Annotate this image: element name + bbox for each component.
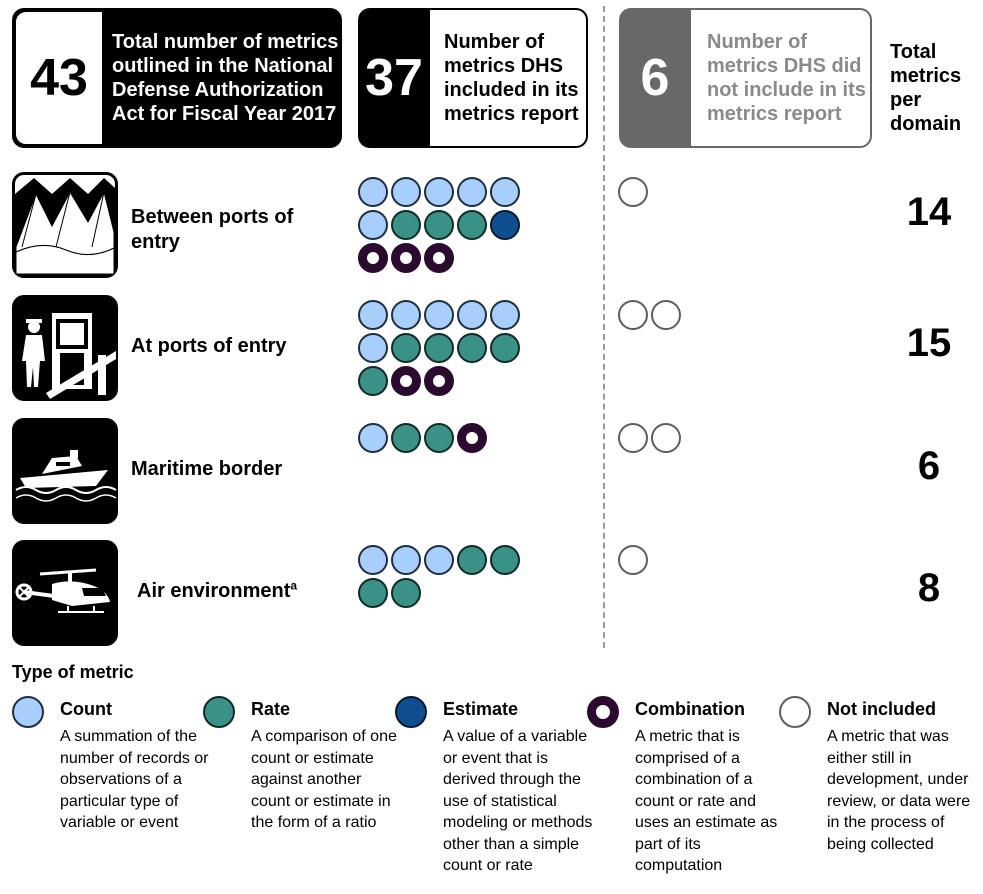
included-dots bbox=[358, 423, 528, 456]
rate-dot bbox=[358, 366, 388, 396]
count-dot bbox=[391, 177, 421, 207]
domain-row-air bbox=[0, 540, 983, 648]
total-metrics-number: 43 bbox=[16, 12, 102, 144]
legend-label: Combination bbox=[635, 699, 745, 719]
not-included-dot bbox=[618, 177, 648, 207]
domain-label-text: Air environment bbox=[137, 580, 291, 602]
included-dots bbox=[358, 300, 528, 399]
excluded-metrics-text bbox=[691, 10, 870, 146]
included-metrics-number: 37 bbox=[365, 49, 423, 107]
rate-dot bbox=[457, 210, 487, 240]
included-metrics-box bbox=[358, 8, 588, 148]
count-dot bbox=[490, 300, 520, 330]
count-dot bbox=[358, 333, 388, 363]
combination-dot bbox=[358, 243, 388, 273]
rate-dot bbox=[424, 423, 454, 453]
combination-dot bbox=[391, 243, 421, 273]
rate-dot bbox=[391, 210, 421, 240]
domain-label bbox=[137, 579, 337, 604]
count-dot-icon bbox=[12, 696, 44, 728]
estimate-dot bbox=[490, 210, 520, 240]
excluded-metrics-number: 6 bbox=[640, 49, 670, 107]
count-dot bbox=[358, 300, 388, 330]
rate-dot bbox=[424, 333, 454, 363]
legend-title: Type of metric bbox=[12, 662, 134, 682]
rate-dot bbox=[424, 210, 454, 240]
total-metrics-text bbox=[104, 8, 342, 148]
included-dots bbox=[358, 177, 528, 276]
not-included-dot bbox=[618, 545, 648, 575]
total-metrics-box bbox=[12, 8, 342, 148]
rate-dot bbox=[391, 333, 421, 363]
combination-dot bbox=[457, 423, 487, 453]
excluded-dots bbox=[618, 423, 698, 456]
included-dots bbox=[358, 545, 528, 611]
rate-dot bbox=[391, 423, 421, 453]
excluded-metrics-text-span: Number of metrics DHS did not include in its metrics report bbox=[707, 31, 866, 125]
excluded-dots bbox=[618, 177, 698, 210]
count-dot bbox=[358, 545, 388, 575]
domain-total: 6 bbox=[917, 444, 941, 488]
count-dot bbox=[457, 177, 487, 207]
legend-description: A value of a variable or event that is derived through the use of statistical modeling or methods other than a simple count or rate bbox=[443, 728, 593, 874]
legend-description: A metric that was either still in development, under review, or data were in the process of being collected bbox=[827, 728, 971, 853]
rate-dot bbox=[391, 578, 421, 608]
legend-description: A summation of the number of records or observations of a particular type of variable or event bbox=[60, 728, 209, 831]
count-dot bbox=[391, 300, 421, 330]
excluded-metrics-box bbox=[619, 8, 872, 148]
combination-dot bbox=[424, 243, 454, 273]
count-dot bbox=[358, 210, 388, 240]
combination-dot bbox=[391, 366, 421, 396]
excluded-dots bbox=[618, 300, 698, 333]
domain-row-between-ports bbox=[0, 172, 983, 280]
helicopter-icon bbox=[12, 540, 118, 646]
domain-row-at-ports bbox=[0, 295, 983, 403]
not-included-dot bbox=[651, 300, 681, 330]
count-dot bbox=[490, 177, 520, 207]
included-metrics-text-span: Number of metrics DHS included in its metrics report bbox=[444, 31, 579, 125]
count-dot bbox=[457, 300, 487, 330]
combination-dot bbox=[424, 366, 454, 396]
not-included-dot bbox=[651, 423, 681, 453]
domain-total: 15 bbox=[906, 321, 952, 365]
legend-label: Count bbox=[60, 699, 112, 719]
count-dot bbox=[358, 423, 388, 453]
rate-dot-icon bbox=[203, 696, 235, 728]
excluded-dots bbox=[618, 545, 698, 578]
total-column-header: Total metrics per domain bbox=[890, 41, 962, 135]
border-officer-icon bbox=[12, 295, 118, 401]
boat-icon bbox=[12, 418, 118, 524]
legend-label: Estimate bbox=[443, 699, 519, 719]
domain-label bbox=[131, 334, 331, 359]
domain-label-text: Between ports of entry bbox=[131, 206, 294, 253]
count-dot bbox=[424, 300, 454, 330]
not-included-dot-icon bbox=[779, 696, 811, 728]
count-dot bbox=[358, 177, 388, 207]
mountains-icon bbox=[12, 172, 118, 278]
domain-label bbox=[131, 205, 331, 255]
domain-row-maritime bbox=[0, 418, 983, 526]
domain-total: 8 bbox=[917, 566, 941, 610]
rate-dot bbox=[457, 333, 487, 363]
legend-description: A comparison of one count or estimate against another count or estimate in the form of a ratio bbox=[251, 728, 397, 831]
domain-label-text: Maritime border bbox=[131, 458, 283, 480]
count-dot bbox=[424, 545, 454, 575]
legend-label: Rate bbox=[251, 699, 291, 719]
total-metrics-text-span: Total number of metrics outlined in the National Defense Authorization Act for Fiscal Year 2017 bbox=[112, 31, 339, 125]
domain-total: 14 bbox=[906, 190, 952, 234]
not-included-dot bbox=[618, 300, 648, 330]
rate-dot bbox=[490, 333, 520, 363]
count-dot bbox=[391, 545, 421, 575]
count-dot bbox=[424, 177, 454, 207]
domain-label-superscript: a bbox=[290, 578, 298, 593]
estimate-dot-icon bbox=[395, 696, 427, 728]
legend-description: A metric that is comprised of a combination of a count or rate and uses an estimate as part of its computation bbox=[635, 728, 778, 874]
domain-label-text: At ports of entry bbox=[131, 335, 287, 357]
rate-dot bbox=[457, 545, 487, 575]
domain-label bbox=[131, 457, 331, 482]
rate-dot bbox=[358, 578, 388, 608]
legend-label: Not included bbox=[827, 699, 936, 719]
included-metrics-text bbox=[430, 10, 586, 146]
rate-dot bbox=[490, 545, 520, 575]
combination-dot-icon bbox=[587, 696, 619, 728]
not-included-dot bbox=[618, 423, 648, 453]
